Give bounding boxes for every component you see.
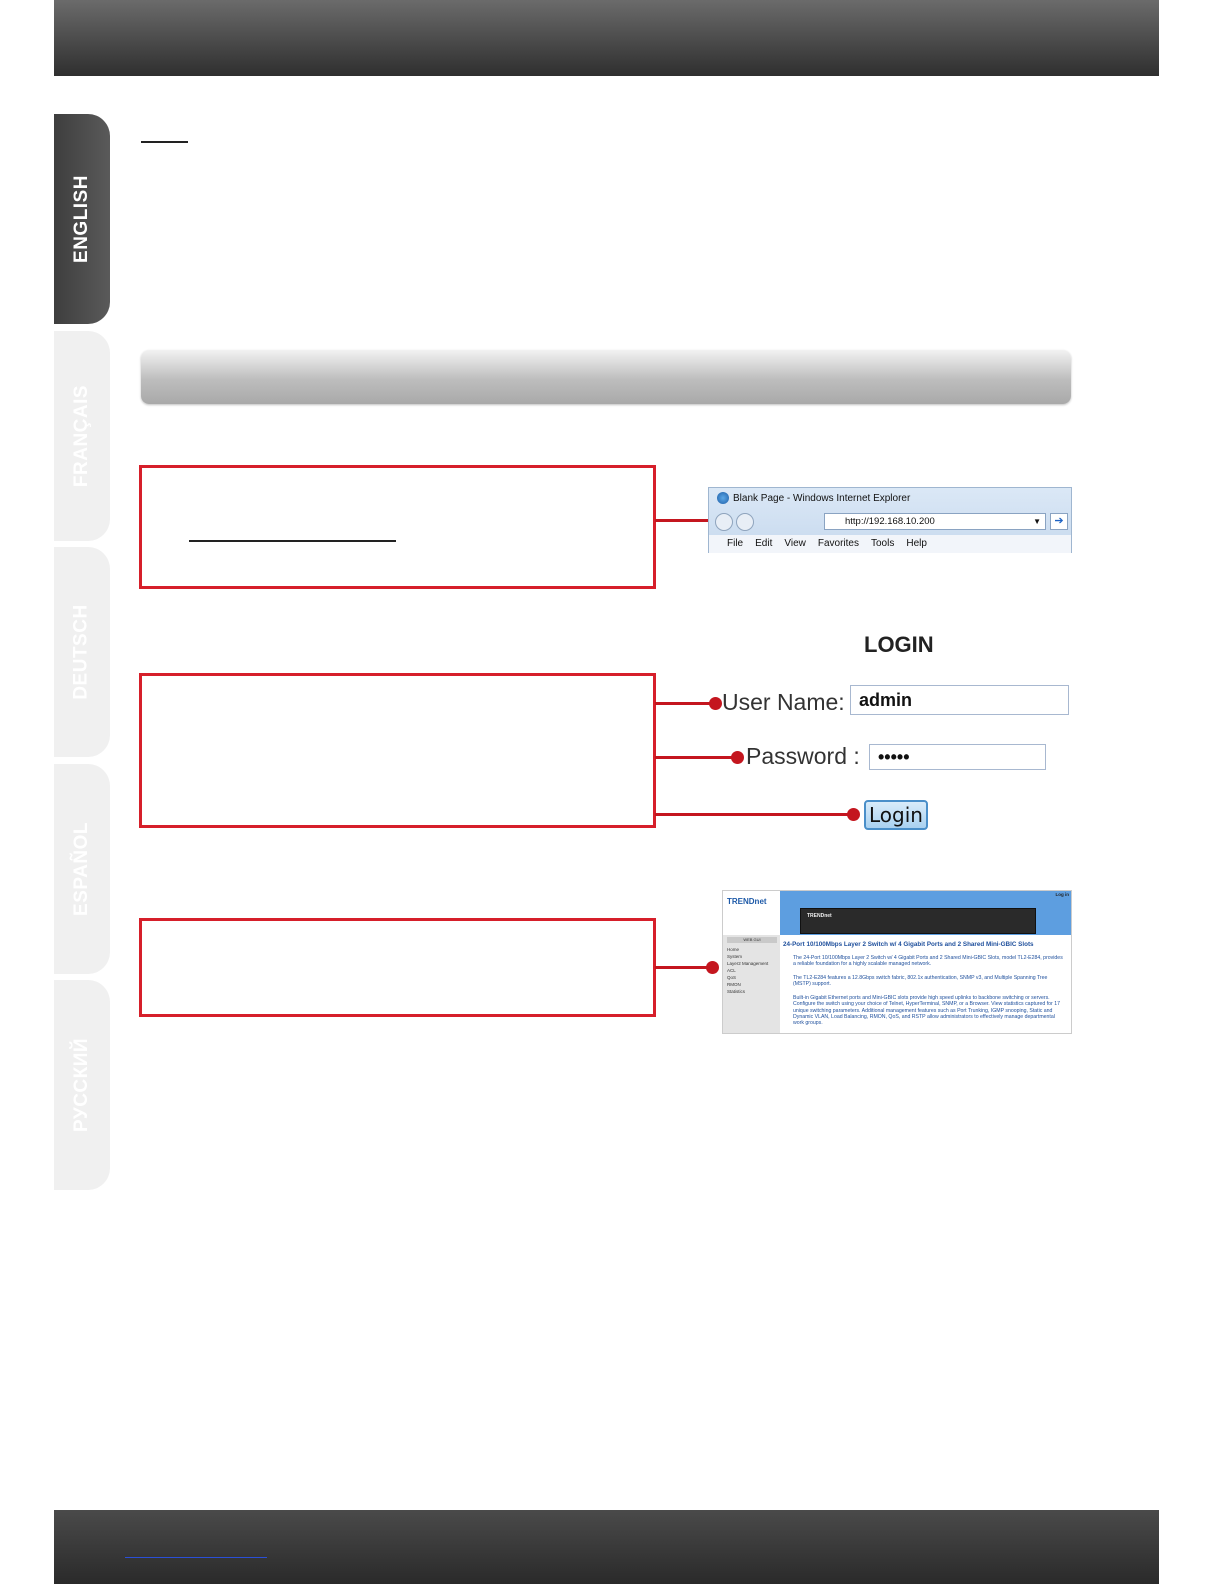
sidebar-item-rmon[interactable]: RMON [727, 982, 741, 987]
tab-russian-label: РУССКИЙ [71, 1037, 92, 1133]
login-button[interactable]: Login [864, 800, 928, 830]
sidebar-item-qos[interactable]: QoS [727, 975, 737, 980]
sidebar-head: WEB GUI [727, 937, 777, 943]
tab-francais[interactable] [54, 331, 110, 541]
tab-espanol[interactable] [54, 764, 110, 974]
connector-username [655, 702, 715, 705]
tab-espanol-label: ESPAÑOL [71, 822, 92, 916]
webpage-paragraph: The 24-Port 10/100Mbps Layer 2 Switch w/ 4 Gigabit Ports and 2 Shared Mini-GBIC Slots, model TL2-E284, provides a reliable foundation for a highly scalable managed network. [793, 955, 1063, 968]
webpage-heading: 24-Port 10/100Mbps Layer 2 Switch w/ 4 Gigabit Ports and 2 Shared Mini-GBIC Slots [783, 941, 1034, 948]
webpage-login-link[interactable]: Log in [1055, 892, 1069, 897]
tab-francais-label: FRANÇAIS [71, 384, 93, 488]
username-field[interactable]: admin [850, 685, 1069, 715]
browser-window [708, 487, 1072, 553]
tab-russian[interactable] [54, 980, 110, 1190]
password-field[interactable]: ••••• [869, 744, 1046, 770]
connector-dot-login [847, 808, 860, 821]
menu-help[interactable]: Help [906, 538, 927, 549]
tab-deutsch[interactable] [54, 547, 110, 757]
sidebar-item-home[interactable]: Home [727, 947, 740, 952]
webpage-paragraph: The TL2-E284 features a 12.8Gbps switch fabric, 802.1x authentication, SNMP v3, and Multiple Spanning Tree (MSTP) support. [793, 975, 1048, 988]
menu-view[interactable]: View [784, 538, 806, 549]
browser-menu [709, 535, 1071, 553]
browser-title: Blank Page - Windows Internet Explorer [733, 492, 911, 504]
connector-dot-webpage [706, 961, 719, 974]
connector-login [655, 813, 853, 816]
trendnet-logo: TRENDnet [727, 897, 767, 906]
connector-webpage [655, 966, 712, 969]
password-label: Password : [746, 743, 860, 769]
webpage-sidebar [723, 935, 780, 1034]
menu-favorites[interactable]: Favorites [817, 538, 859, 549]
login-title: LOGIN [864, 632, 934, 657]
dropdown-icon[interactable]: ▼ [1033, 517, 1041, 526]
connector-password [655, 756, 737, 759]
link-underline [189, 540, 396, 542]
menu-edit[interactable]: Edit [755, 538, 773, 549]
address-bar[interactable] [824, 513, 1046, 530]
tab-english-label: ENGLISH [71, 175, 93, 263]
note-underline [141, 141, 188, 143]
menu-file[interactable]: File [727, 538, 744, 549]
connector-dot-password [731, 751, 744, 764]
go-arrow-icon[interactable]: ➔ [1050, 513, 1068, 530]
header-bar [54, 0, 1159, 76]
step-box-browser [139, 465, 656, 589]
sidebar-item-system[interactable]: System [727, 954, 743, 959]
address-value: http://192.168.10.200 [845, 516, 935, 527]
forward-icon[interactable] [736, 513, 754, 531]
menu-tools[interactable]: Tools [870, 538, 895, 549]
tab-deutsch-label: DEUTSCH [71, 604, 92, 700]
footer-bar [54, 1510, 1159, 1584]
section-header-bar [141, 350, 1071, 404]
switch-image [800, 908, 1036, 934]
back-icon[interactable] [715, 513, 733, 531]
step-box-webpage [139, 918, 656, 1017]
switch-webpage [722, 890, 1072, 1034]
step-box-login [139, 673, 656, 828]
switch-brand: TRENDnet [807, 913, 832, 919]
webpage-paragraph: Built-in Gigabit Ethernet ports and Mini-GBIC slots provide high speed uplinks to backbone switching or servers. Configure the switch using your choice of Telnet, HyperTerminal, SNMP, or a Browser. View statistics captured for 17 unique switching parameters. Additional management features such as Port Trunking, IGMP snooping, Static and Dynamic VLAN, Load Balancing, RMON, QoS, and RSTP allow administrators to effectively manage departmental work groups. [793, 995, 1060, 1027]
ie-logo-icon [717, 492, 729, 504]
sidebar-item-layer2[interactable]: Layer2 Management [727, 961, 769, 966]
connector-dot-username [709, 697, 722, 710]
footer-link-underline [125, 1557, 267, 1558]
tab-english[interactable] [54, 114, 110, 324]
browser-title-bar [717, 492, 910, 504]
sidebar-item-acl[interactable]: ACL [727, 968, 736, 973]
sidebar-item-statistics[interactable]: Statistics [727, 989, 746, 994]
username-label: User Name: [722, 689, 845, 715]
browser-nav [715, 513, 754, 531]
